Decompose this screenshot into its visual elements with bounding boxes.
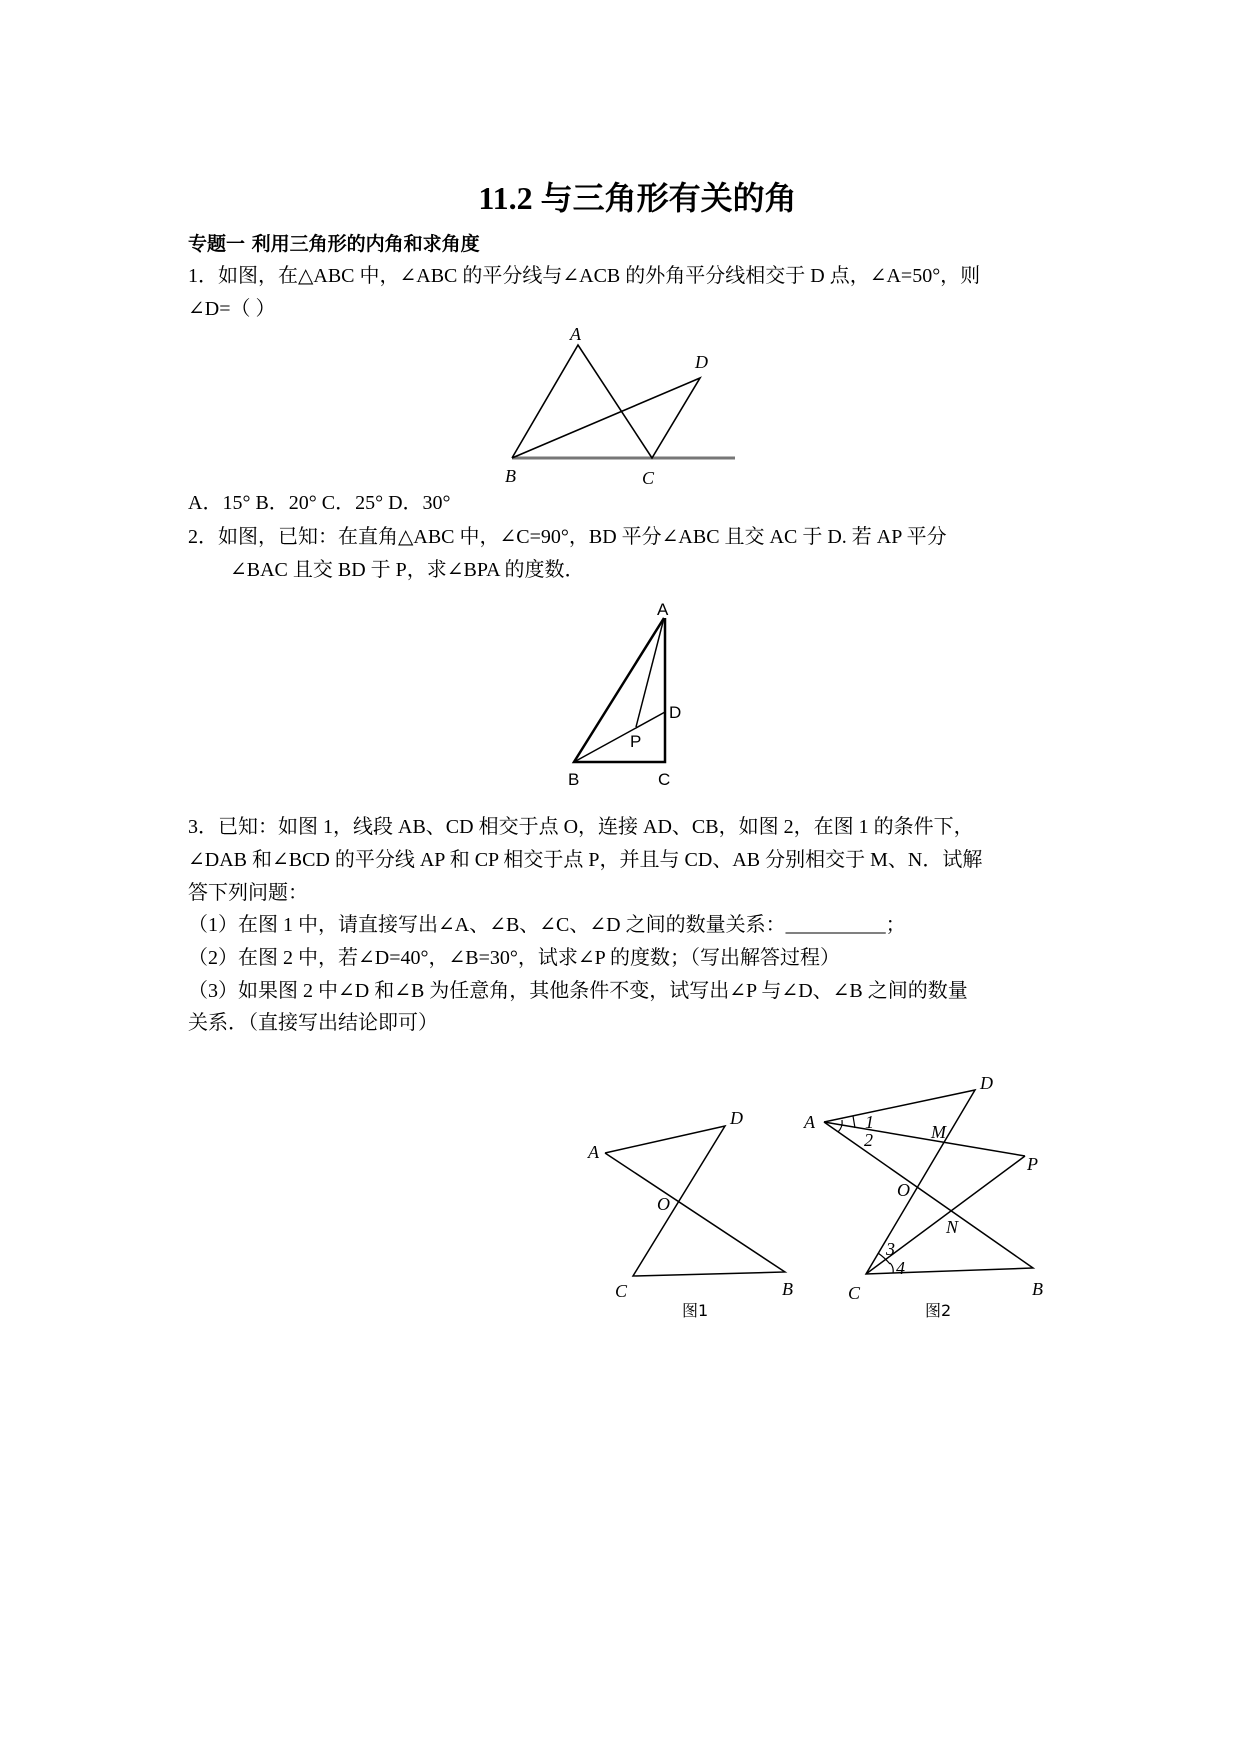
q3f2-label-n: N xyxy=(946,1217,959,1237)
q3f2-angle-3: 3 xyxy=(886,1239,895,1259)
q3f1-label-d: D xyxy=(730,1108,743,1128)
q1-text-line1: 1．如图，在△ABC 中，∠ABC 的平分线与∠ACB 的外角平分线相交于 D 点，∠A=50°，则 xyxy=(188,265,981,287)
q3f1-label-b: B xyxy=(782,1279,793,1299)
q3-text-line: 关系．（直接写出结论即可） xyxy=(188,1012,438,1034)
q2-text-line1: 2．如图，已知：在直角△ABC 中，∠C=90°，BD 平分∠ABC 且交 AC 于 D. 若 AP 平分 xyxy=(188,526,947,548)
q1-options: A．15° B．20° C．25° D．30° xyxy=(188,492,451,514)
q1-label-d: D xyxy=(695,352,708,372)
q3f2-label-c: C xyxy=(848,1283,861,1303)
q3f2-label-d: D xyxy=(980,1073,993,1093)
q3-figure-2 xyxy=(824,1090,1033,1274)
q1-figure-labels xyxy=(505,324,708,488)
q3f1-label-a: A xyxy=(588,1142,599,1162)
q3-figure-1 xyxy=(605,1126,785,1276)
q1-label-c: C xyxy=(642,468,655,488)
q3-text-line: ∠DAB 和∠BCD 的平分线 AP 和 CP 相交于点 P，并且与 CD、AB 分别相交于 M、N．试解 xyxy=(188,849,983,871)
q3f2-label-p: P xyxy=(1027,1154,1038,1174)
page-title: 11.2 与三角形有关的角 xyxy=(478,180,797,216)
q2-label-c: C xyxy=(658,770,671,789)
q3-fig1-caption: 图1 xyxy=(682,1301,709,1320)
q3f1-label-o: O xyxy=(657,1194,670,1214)
q2-label-b: B xyxy=(568,770,580,789)
q3-subquestion-3: （3）如果图 2 中∠D 和∠B 为任意角，其他条件不变，试写出∠P 与∠D、∠B 之间的数量 xyxy=(188,980,968,1002)
q3-text-line: 3．已知：如图 1，线段 AB、CD 相交于点 O，连接 AD、CB，如图 2，在图 1 的条件下， xyxy=(188,816,974,838)
q2-text-line2: ∠BAC 且交 BD 于 P，求∠BPA 的度数． xyxy=(230,559,585,581)
q3f2-angle-2: 2 xyxy=(864,1130,873,1150)
q3f1-label-c: C xyxy=(615,1281,628,1301)
q2-label-d: D xyxy=(669,703,682,722)
q2-label-a: A xyxy=(657,600,669,619)
q3-captions xyxy=(682,1301,951,1320)
q3-subquestion-1: （1）在图 1 中，请直接写出∠A、∠B、∠C、∠D 之间的数量关系：__________； xyxy=(188,914,906,936)
q2-figure xyxy=(574,618,665,762)
q3f2-label-a: A xyxy=(804,1112,815,1132)
q3f2-angle-4: 4 xyxy=(896,1258,905,1278)
q3f2-label-b: B xyxy=(1032,1279,1043,1299)
q1-label-a: A xyxy=(570,324,581,344)
q3-text-line: 答下列问题： xyxy=(188,882,308,904)
section-heading: 专题一 利用三角形的内角和求角度 xyxy=(188,233,480,255)
q1-text-line2: ∠D=（ ） xyxy=(188,298,276,320)
q3f2-label-m: M xyxy=(931,1122,946,1142)
q3f2-label-o: O xyxy=(897,1180,910,1200)
q3-fig2-caption: 图2 xyxy=(925,1301,952,1320)
q3f2-angle-1: 1 xyxy=(865,1112,874,1132)
q3-subquestion-2: （2）在图 2 中，若∠D=40°，∠B=30°，试求∠P 的度数；（写出解答过程） xyxy=(188,947,840,969)
q2-label-p: P xyxy=(630,732,642,751)
q1-label-b: B xyxy=(505,466,516,486)
